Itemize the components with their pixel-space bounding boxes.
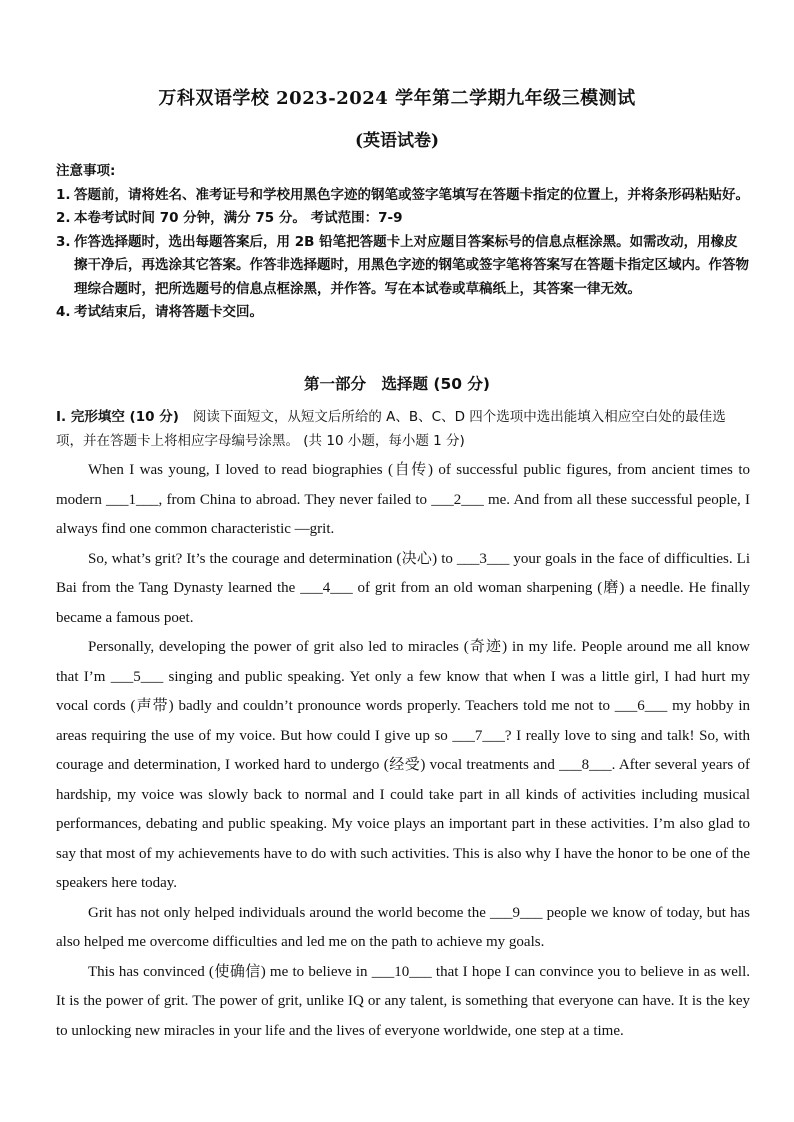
part1-instructions — [56, 405, 750, 453]
note-text: 考试结束后，请将答题卡交回。 — [74, 304, 263, 320]
note-text: 本卷考试时间 70 分钟，满分 75 分。 考试范围：7-9 — [74, 210, 403, 226]
exam-subtitle: (英语试卷) — [354, 131, 440, 151]
note-number: 2. — [56, 210, 71, 226]
note-number: 4. — [56, 304, 71, 320]
exam-title: 万科双语学校 2023-2024 学年第二学期九年级三模测试 — [158, 88, 636, 109]
part1-label: I. 完形填空 (10 分) — [56, 409, 179, 425]
note-item — [56, 207, 750, 231]
note-text: 作答选择题时，选出每题答案后，用 2B 铅笔把答题卡上对应题目答案标号的信息点框涂黑。如需改动，用橡皮擦干净后，再选涂其它答案。作答非选择题时，用黑色字迹的钢笔或签字笔将答案写在答题卡指定区域内。作答物理综合题时，把所选题号的信息点框涂黑，并作答。写在本试卷或草稿纸上，其答案一律无效。 — [74, 233, 749, 297]
passage-paragraph: Grit has not only helped individuals around the world become the ___9___ people we know of today, but has also helped me overcome difficulties and led me on the path to achieve my goals. — [56, 904, 750, 950]
notes-heading: 注意事项: — [56, 163, 116, 179]
passage-paragraph: So, what’s grit? It’s the courage and determination (决心) to ___3___ your goals in the face of difficulties. Li Bai from the Tang Dynasty learned the ___4___ of grit from an old woman sharpening (磨) a needle. He finally became a famous poet. — [56, 550, 750, 626]
section-title: 第一部分 选择题 (50 分) — [303, 375, 491, 393]
notes-block — [56, 160, 750, 325]
part1-instruction-text: 阅读下面短文，从短文后所给的 A、B、C、D 四个选项中选出能填入相应空白处的最佳选项，并在答题卡上将相应字母编号涂黑。 (共 10 小题，每小题 1 分) — [56, 409, 726, 449]
passage-paragraph: This has convinced (使确信) me to believe in ___10___ that I hope I can convince you to believe in as well. It is the power of grit. The power of grit, unlike IQ or any talent, is something that everyone can have. It is the key to unlocking new miracles in your life and the lives of everyone worldwide, one step at a time. — [56, 963, 750, 1039]
note-item — [56, 184, 750, 208]
note-text: 答题前，请将姓名、准考证号和学校用黑色字迹的钢笔或签字笔填写在答题卡指定的位置上，并将条形码粘贴好。 — [74, 186, 749, 203]
note-item — [56, 231, 750, 302]
note-item — [56, 301, 750, 325]
cloze-passage — [56, 456, 750, 1046]
passage-paragraph: Personally, developing the power of grit also led to miracles (奇迹) in my life. People around me all know that I’m ___5___ singing and public speaking. Yet only a few know that when I was a little girl, I had hurt my vocal cords (声带) badly and couldn’t pronounce words properly. Teachers told me not to ___6___ my hobby in areas requiring the use of my voice. But how could I give up so ___7___? I really love to sing and talk! So, with courage and determination, I worked hard to undergo (经受) vocal treatments and ___8___. After several years of hardship, my voice was slowly back to normal and I could take part in all kinds of activities including musical performances, debating and public speaking. My voice plays an important part in these activities. I’m also glad to say that most of my achievements have to do with such activities. This is also why I have the honor to be one of the speakers here today. — [56, 639, 750, 891]
note-number: 3. — [56, 233, 71, 250]
passage-paragraph: When I was young, I loved to read biographies (自传) of successful public figures, from ancient times to modern ___1___, from China to abroad. They never failed to ___2___ me. And from all these successful people, I always find one common characteristic —grit. — [56, 462, 750, 537]
note-number: 1. — [56, 186, 71, 203]
